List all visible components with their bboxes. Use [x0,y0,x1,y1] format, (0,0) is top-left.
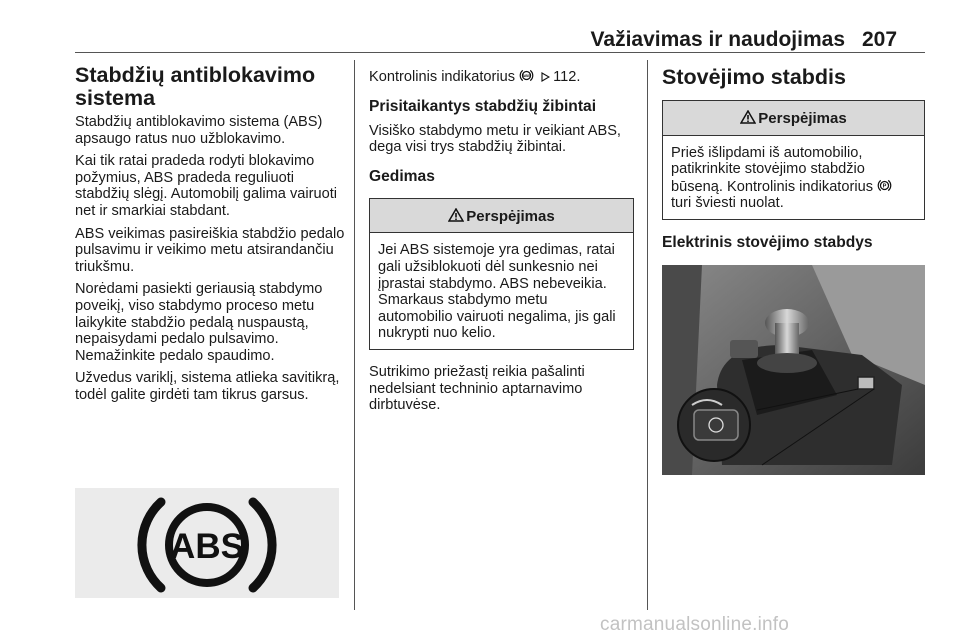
middle-column [369,68,634,420]
column-divider-1 [354,60,355,610]
column-divider-2 [647,60,648,610]
abs-symbol-figure [75,488,339,598]
page-reference-arrow-icon [541,72,550,82]
paragraph: Kai tik ratai pradeda rodyti blokavimo požymius, ABS pradeda reguliuoti stabdžių slėgį. Automobilį galima vairuoti net ir smarkiai stabdant. [75,153,338,219]
warning-box [662,100,925,220]
indicator-reference: Kontrolinis indikatorius ABS 112. [369,69,581,85]
parking-brake-photo [662,265,925,475]
left-column [75,64,345,410]
subtitle-brake-lights: Prisitaikantys stabdžių žibintai [369,97,597,115]
warning-triangle-icon [448,208,464,222]
paragraph: Visiško stabdymo metu ir veikiant ABS, dega visi trys stabdžių žibintai. [369,122,621,156]
paragraph: Sutrikimo priežastį reikia pašalinti nedelsiant techninio aptarnavimo dirbtuvėse. [369,363,585,414]
warning-body: Prieš išlipdami iš automobilio, patikrinkite stovėjimo stabdžio būseną. Kontrolinis indikatorius P turi šviesti nuolat. [663,136,924,219]
paragraph: ABS veikimas pasireiškia stabdžio pedalo pulsavimu ir veikimo metu atsirandančiu triukšmu. [75,225,345,275]
svg-text:P: P [882,183,887,190]
watermark: carmanualsonline.info [600,614,790,635]
abs-indicator-icon [519,68,534,83]
section-title-parking-brake: Stovėjimo stabdis [662,65,846,89]
warning-box [369,198,634,350]
warning-header: Perspėjimas [663,101,924,136]
warning-body: Jei ABS sistemoje yra gedimas, ratai gali užsiblokuoti dėl sunkesnio nei įprastai stabdymo. ABS nebeveikia. Smarkaus stabdymo metu automobilio vairuoti negalima, jis gali nukrypti nuo kelio. [378,242,616,342]
section-title-abs: Stabdžių antiblokavimo sistema [75,63,316,110]
parking-brake-indicator-icon [877,178,892,193]
paragraph: Norėdami pasiekti geriausią stabdymo poveikį, viso stabdymo proceso metu laikykite stabdžio pedalą nuspaustą, nepaisydami pedalo pulsavimo. Nemažinkite pedalo spaudimo. [75,281,323,364]
warning-triangle-icon [740,110,756,124]
header-rule [75,52,925,53]
right-column [662,66,925,259]
console-illustration [662,265,925,475]
svg-text:ABS: ABS [522,74,531,78]
abs-warning-icon [75,488,339,598]
paragraph: Stabdžių antiblokavimo sistema (ABS) apsaugo ratus nuo užblokavimo. [75,114,323,147]
running-head: Važiavimas ir naudojimas [590,28,845,51]
page-number: 207 [862,28,898,51]
warning-header: Perspėjimas [370,199,633,234]
subtitle-fault: Gedimas [369,167,435,185]
subtitle-electric-parking-brake: Elektrinis stovėjimo stabdys [662,233,873,251]
paragraph: Užvedus variklį, sistema atlieka savitikrą, todėl galite girdėti tam tikrus garsus. [75,370,340,403]
abs-symbol-text: ABS [170,527,244,566]
